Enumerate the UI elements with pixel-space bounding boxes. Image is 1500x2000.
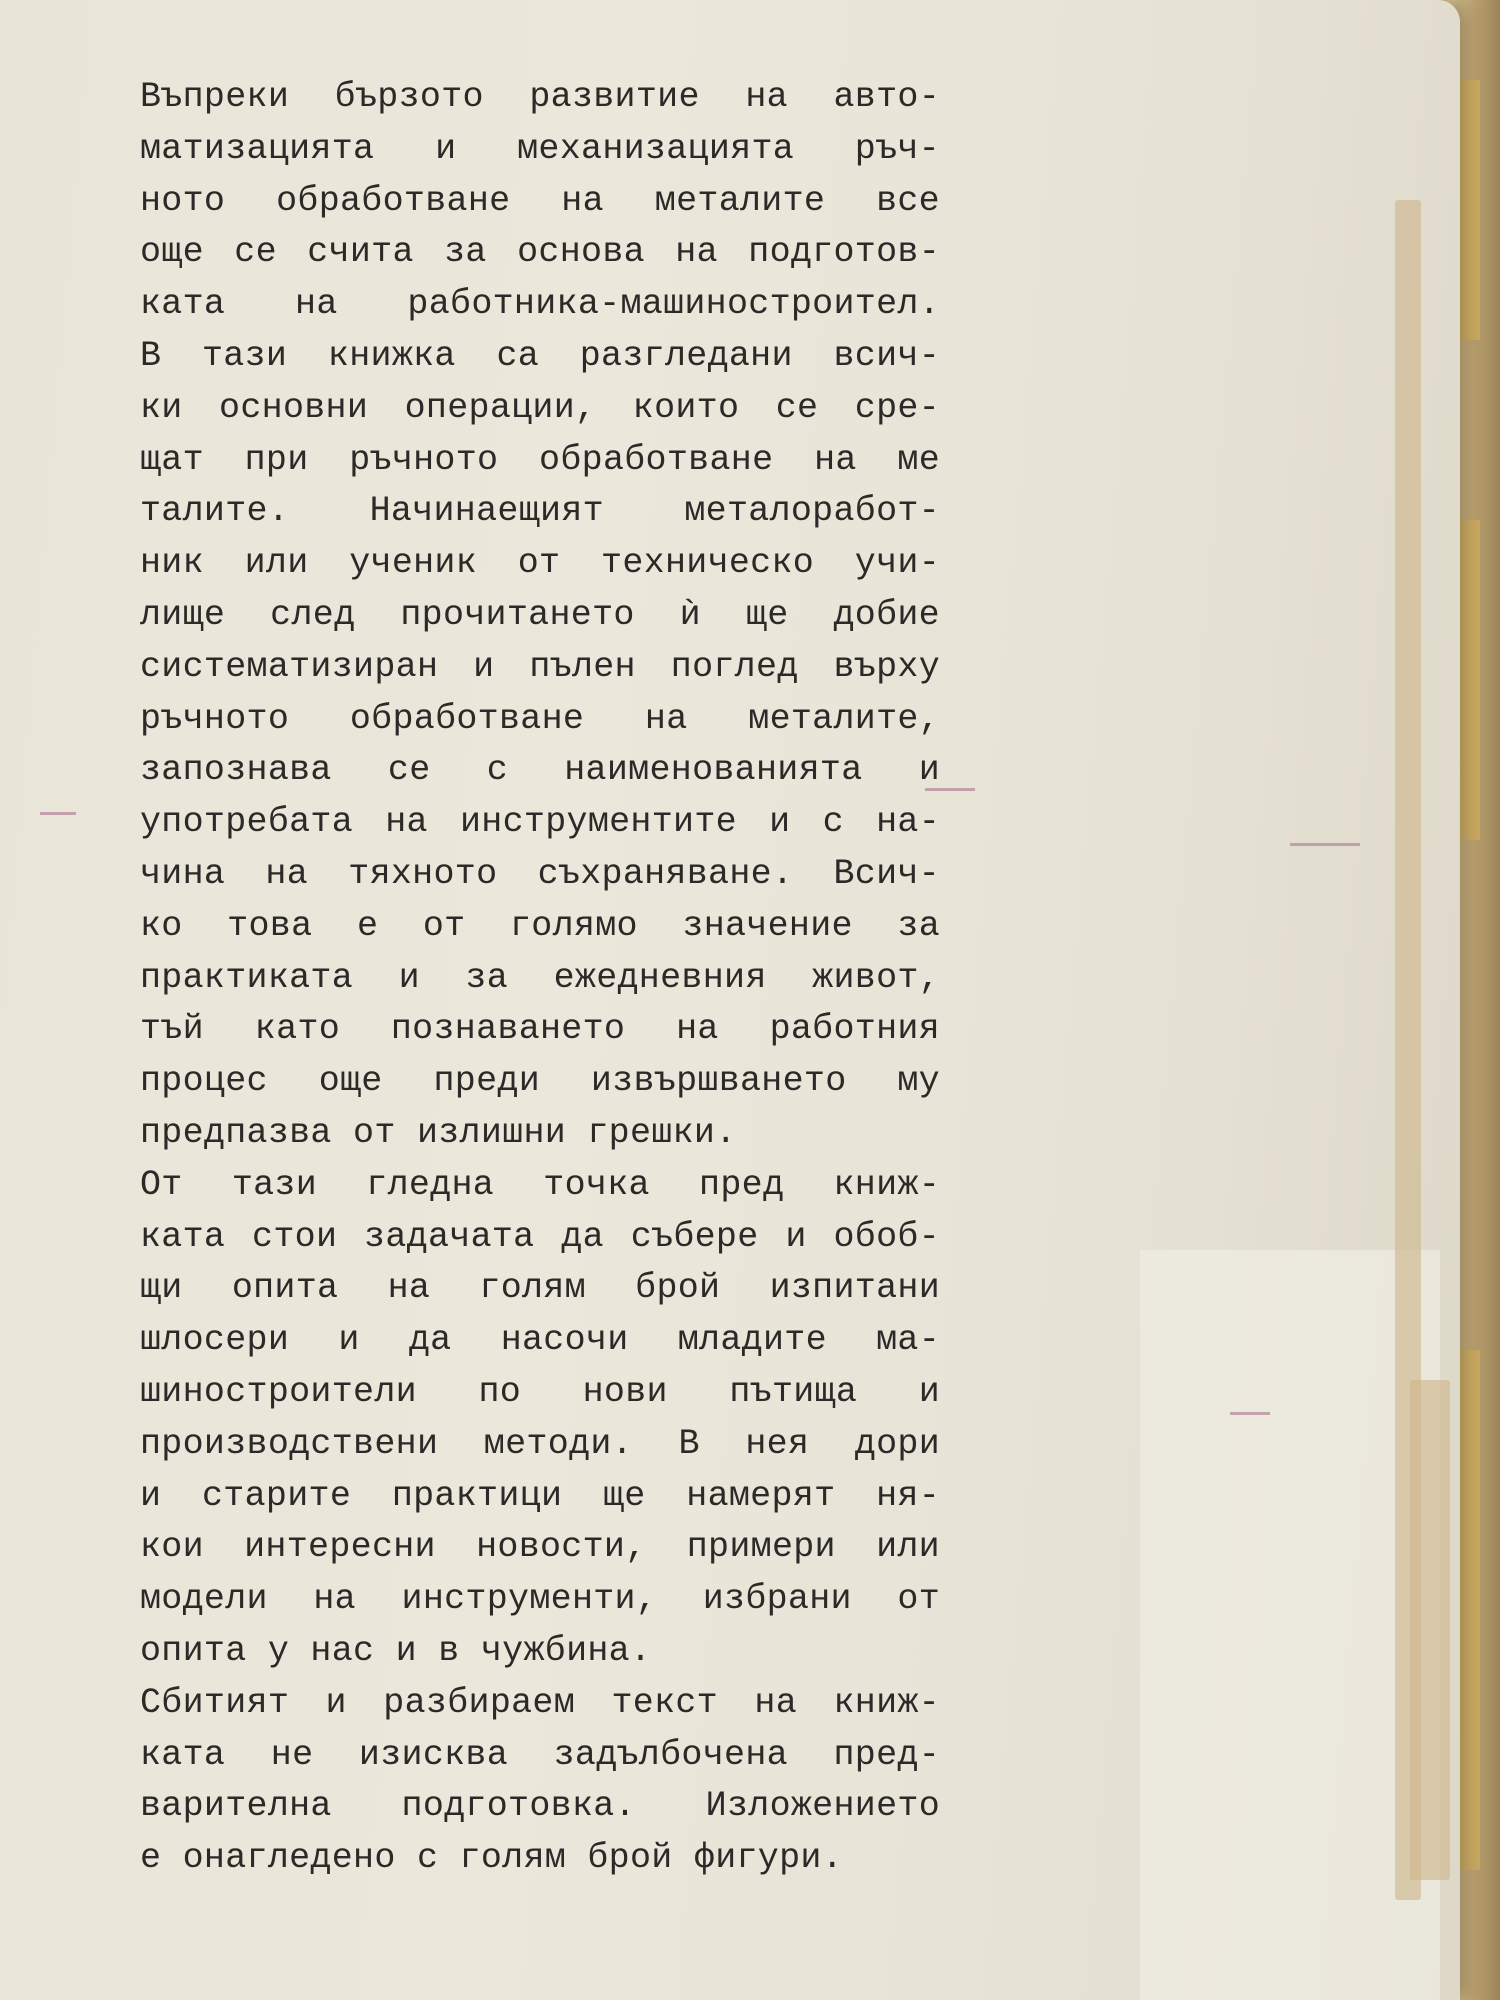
paragraph <box>140 72 940 1160</box>
paper-tear <box>1410 1380 1450 1880</box>
text-line: производствени методи. В нея дори <box>140 1423 940 1464</box>
text-line: лище след прочитането ѝ ще добие <box>140 594 940 635</box>
paragraph <box>140 1678 940 1885</box>
text-line: чина на тяхното съхраняване. Всич- <box>140 853 940 894</box>
text-line: ки основни операции, които се сре- <box>140 387 940 428</box>
text-line: употребата на инструментите и с на- <box>140 802 940 843</box>
text-line: ко това е от голямо значение за <box>140 905 940 946</box>
paragraph <box>140 1160 940 1678</box>
body-text <box>140 72 940 1885</box>
text-line: В тази книжка са разгледани всич- <box>140 335 940 376</box>
text-line: талите. Начинаещият металоработ- <box>140 491 940 532</box>
text-line: шиностроители по нови пътища и <box>140 1371 940 1412</box>
text-line: ката на работника-машиностроител. <box>140 284 940 325</box>
text-line: варителна подготовка. Изложението <box>140 1786 940 1827</box>
text-line: ката стои задачата да събере и обоб- <box>140 1216 940 1257</box>
text-line: кои интересни новости, примери или <box>140 1527 940 1568</box>
text-line: опита у нас и в чужбина. <box>140 1630 652 1671</box>
text-line: Въпреки бързото развитие на авто- <box>140 77 940 117</box>
text-line: модели на инструменти, избрани от <box>140 1579 940 1620</box>
text-line: матизацията и механизацията ръч- <box>140 128 940 169</box>
text-line: тъй като познаването на работния <box>140 1009 940 1050</box>
text-line: Сбитият и разбираем текст на книж- <box>140 1682 940 1723</box>
text-line: От тази гледна точка пред книж- <box>140 1164 940 1205</box>
text-line: шлосери и да насочи младите ма- <box>140 1320 940 1361</box>
text-line: е онагледено с голям брой фигури. <box>140 1838 844 1879</box>
text-line: процес още преди извършването му <box>140 1061 940 1102</box>
text-line: и старите практици ще намерят ня- <box>140 1475 940 1516</box>
text-line: систематизиран и пълен поглед върху <box>140 646 940 687</box>
text-line: ник или ученик от техническо учи- <box>140 543 940 584</box>
ink-mark <box>1230 1412 1270 1415</box>
text-line: ното обработване на металите все <box>140 180 940 221</box>
text-line: предпазва от излишни грешки. <box>140 1112 737 1153</box>
text-line: още се счита за основа на подготов- <box>140 232 940 273</box>
ink-mark <box>1290 843 1360 846</box>
text-line: ката не изисква задълбочена пред- <box>140 1734 940 1775</box>
text-line: ръчното обработване на металите, <box>140 698 940 739</box>
text-line: запознава се с наименованията и <box>140 750 940 791</box>
ink-mark <box>40 812 76 815</box>
text-line: щат при ръчното обработване на ме <box>140 439 940 480</box>
text-line: щи опита на голям брой изпитани <box>140 1268 940 1309</box>
text-line: практиката и за ежедневния живот, <box>140 957 940 998</box>
